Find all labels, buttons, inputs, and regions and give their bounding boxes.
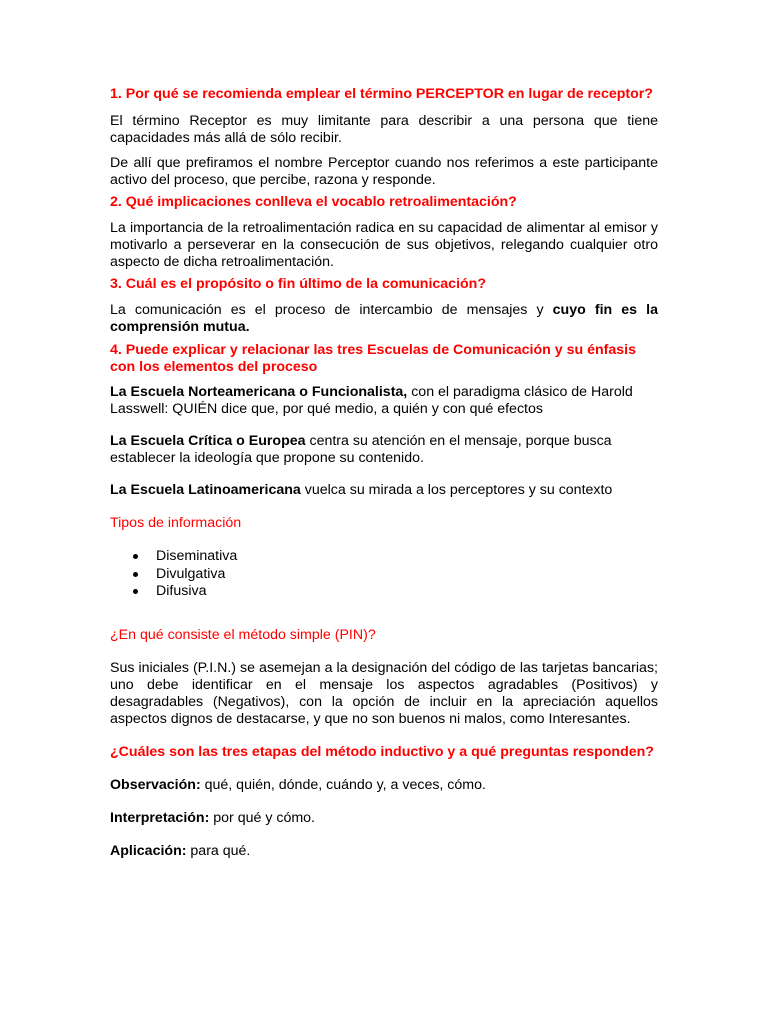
question-4-title: 4. Puede explicar y relacionar las tres Escuelas de Comunicación y su énfasis con los elementos del proceso [110,342,636,375]
list-item: Divulgativa [110,566,658,584]
stage-interpretation [110,810,658,827]
school-critical [110,433,658,467]
stage-observation-label: Observación: [110,776,201,793]
question-2-title: 2. Qué implicaciones conlleva el vocablo retroalimentación? [110,194,517,210]
school-critical-name: La Escuela Crítica o Europea [110,433,306,449]
info-types-title: Tipos de información [110,515,242,531]
pin-method-title: ¿En qué consiste el método simple (PIN)? [110,626,376,643]
question-1-title: 1. Por qué se recomienda emplear el término PERCEPTOR en lugar de receptor? [110,86,653,102]
question-3-bold-text: cuyo fin es la comprensión mutua. [110,302,658,335]
stage-application-text: para qué. [186,842,251,859]
list-item: Difusiva [110,583,658,601]
school-latin-american-name: La Escuela Latinoamericana [110,482,301,498]
stage-interpretation-text: por qué y cómo. [209,809,316,826]
stage-application [110,843,658,860]
stage-interpretation-label: Interpretación: [110,809,210,826]
school-north-american [110,384,658,418]
school-latin-american-text: vuelca su mirada a los perceptores y su contexto [300,482,613,498]
stage-application-label: Aplicación: [110,842,187,859]
question-1-paragraph-2: De allí que prefiramos el nombre Perceptor cuando nos referimos a este participante activo del proceso, que percibe, razona y responde. [110,155,658,188]
inductive-method-title: ¿Cuáles son las tres etapas del método inductivo y a qué preguntas responden? [110,743,654,760]
school-latin-american [110,482,658,499]
school-north-american-text: con el paradigma clásico de Harold Lasswell: QUIÉN dice que, por qué medio, a quién y con qué efectos [110,384,633,417]
list-item: Diseminativa [110,548,658,566]
pin-method-paragraph: Sus iniciales (P.I.N.) se asemejan a la designación del código de las tarjetas bancarias; uno debe identificar en el mensaje los aspectos agradables (Positivos) y desagradables (Negativos), con la opción de incluir en la apreciación aquellos aspectos dignos de destacarse, y que no son buenos ni malos, como Interesantes. [110,659,658,727]
info-types-list [110,548,658,601]
school-critical-text: centra su atención en el mensaje, porque busca establecer la ideología que propone su contenido. [110,433,612,466]
question-3-text: La comunicación es el proceso de intercambio de mensajes y [110,302,553,318]
stage-observation [110,777,658,794]
document-page [110,84,658,860]
stage-observation-text: qué, quién, dónde, cuándo y, a veces, cómo. [200,776,486,793]
question-2-paragraph-1: La importancia de la retroalimentación radica en su capacidad de alimentar al emisor y motivarlo a perseverar en la consecución de sus objetivos, relegando cualquier otro aspecto de dicha retroalimentación. [110,220,658,270]
question-1-paragraph-1: El término Receptor es muy limitante para describir a una persona que tiene capacidades más allá de sólo recibir. [110,113,658,146]
school-north-american-name: La Escuela Norteamericana o Funcionalista, [110,384,408,400]
question-3-paragraph-1 [110,302,658,336]
question-3-title: 3. Cuál es el propósito o fin último de la comunicación? [110,276,487,292]
